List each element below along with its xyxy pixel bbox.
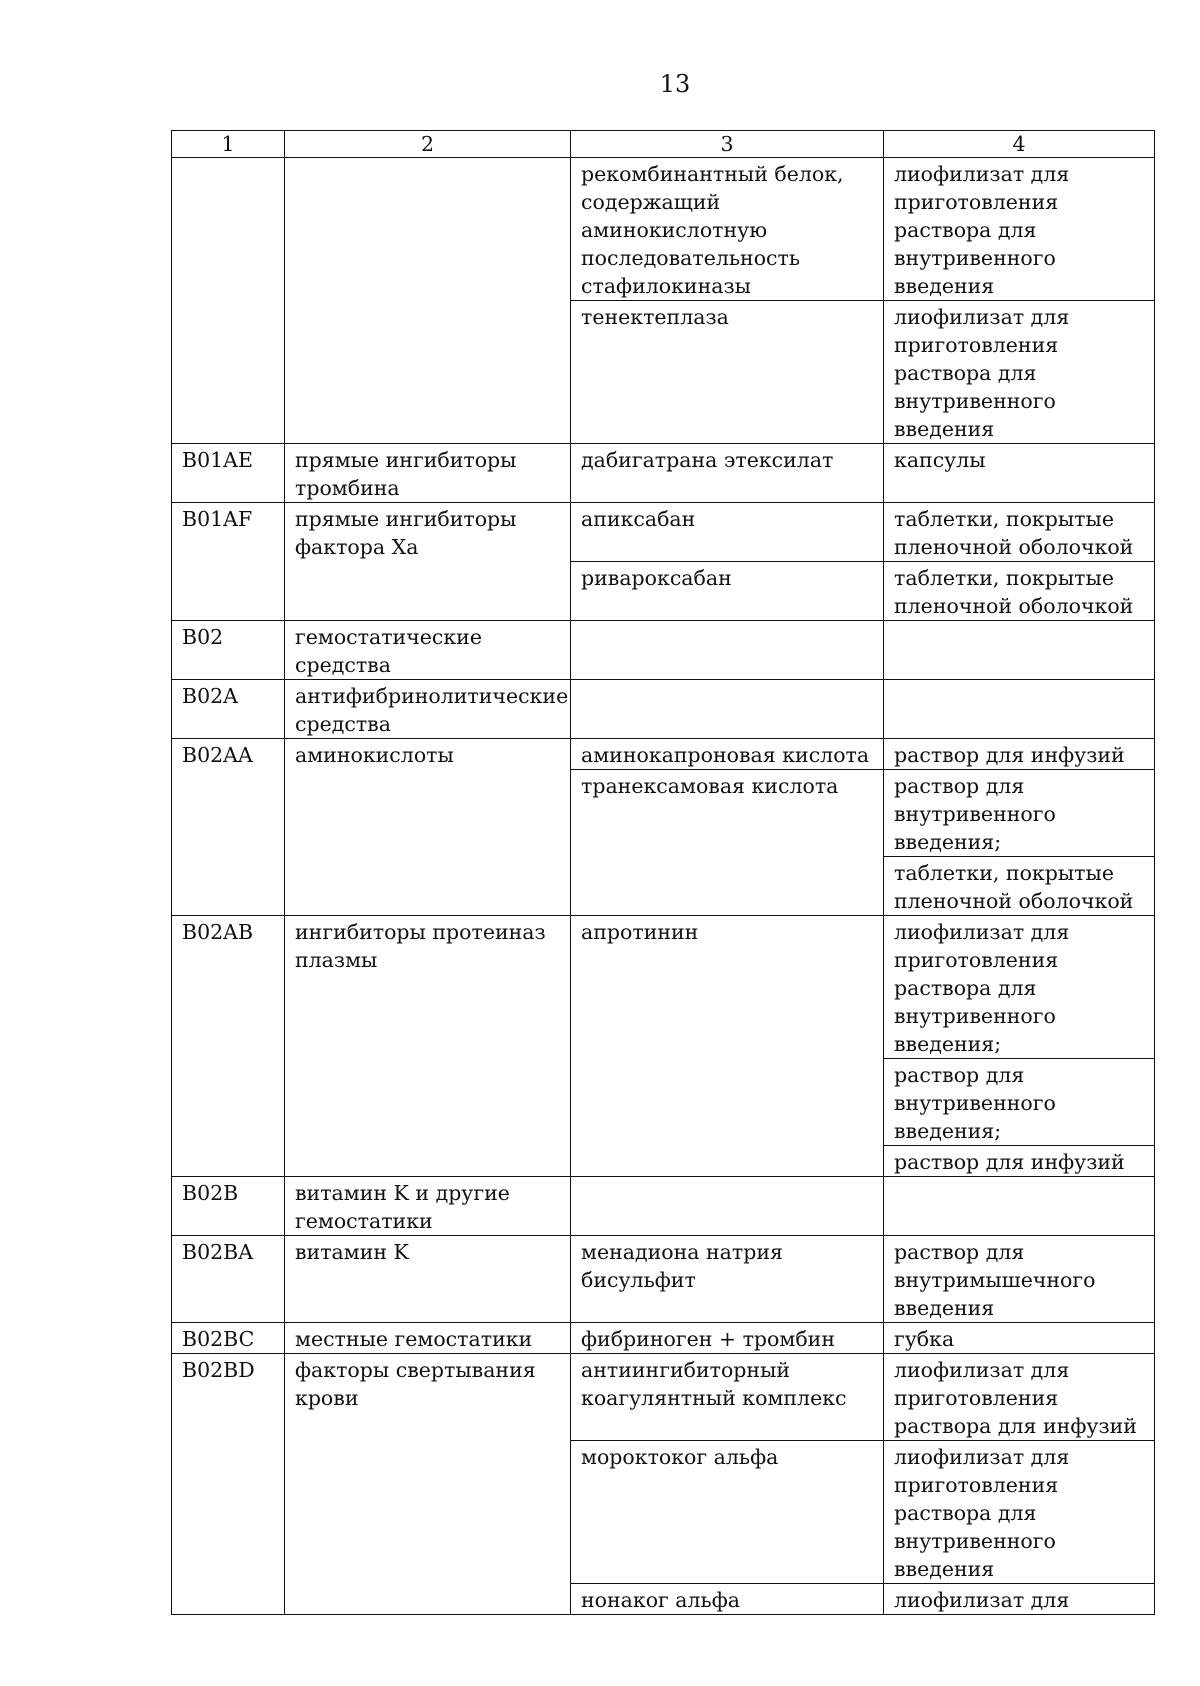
form-cell <box>884 621 1155 680</box>
substance-cell: ривароксабан <box>571 562 884 621</box>
substance-cell <box>571 857 884 916</box>
table-row <box>172 1584 1155 1615</box>
form-cell: лиофилизат для приготовления раствора для инфузий <box>884 1354 1155 1441</box>
table-row <box>172 562 1155 621</box>
substance-cell: менадиона натрия бисульфит <box>571 1236 884 1323</box>
group-cell: факторы свертывания крови <box>285 1354 571 1441</box>
drug-table <box>171 130 1155 1615</box>
table-row <box>172 444 1155 503</box>
table-row <box>172 1177 1155 1236</box>
group-cell: антифибринолитические средства <box>285 680 571 739</box>
group-cell <box>285 562 571 621</box>
atc-code-cell: B02BA <box>172 1236 285 1323</box>
form-cell: лиофилизат для <box>884 1584 1155 1615</box>
group-cell: ингибиторы протеиназ плазмы <box>285 916 571 1059</box>
group-cell: гемостатические средства <box>285 621 571 680</box>
form-cell: губка <box>884 1323 1155 1354</box>
atc-code-cell <box>172 1146 285 1177</box>
group-cell <box>285 1059 571 1146</box>
group-cell: витамин K <box>285 1236 571 1323</box>
substance-cell: апиксабан <box>571 503 884 562</box>
table-row <box>172 680 1155 739</box>
form-cell: раствор для внутримышечного введения <box>884 1236 1155 1323</box>
form-cell: капсулы <box>884 444 1155 503</box>
atc-code-cell: B02BC <box>172 1323 285 1354</box>
form-cell: лиофилизат для приготовления раствора для внутривенного введения; <box>884 916 1155 1059</box>
table-row <box>172 301 1155 444</box>
form-cell: лиофилизат для приготовления раствора для внутривенного введения <box>884 301 1155 444</box>
atc-code-cell: B02AB <box>172 916 285 1059</box>
group-cell <box>285 158 571 301</box>
table-row <box>172 158 1155 301</box>
form-cell: раствор для внутривенного введения; <box>884 1059 1155 1146</box>
substance-cell: рекомбинантный белок, содержащий аминокислотную последовательность стафилокиназы <box>571 158 884 301</box>
substance-cell <box>571 621 884 680</box>
atc-code-cell: B02BD <box>172 1354 285 1441</box>
form-cell: таблетки, покрытые пленочной оболочкой <box>884 503 1155 562</box>
form-cell <box>884 1177 1155 1236</box>
atc-code-cell <box>172 770 285 857</box>
substance-cell: нонаког альфа <box>571 1584 884 1615</box>
form-cell: раствор для внутривенного введения; <box>884 770 1155 857</box>
atc-code-cell <box>172 1584 285 1615</box>
atc-code-cell <box>172 1059 285 1146</box>
table-row <box>172 1354 1155 1441</box>
table-row <box>172 857 1155 916</box>
atc-code-cell <box>172 301 285 444</box>
form-cell: лиофилизат для приготовления раствора для внутривенного введения <box>884 158 1155 301</box>
form-cell <box>884 680 1155 739</box>
table-header-row <box>172 131 1155 158</box>
substance-cell: дабигатрана этексилат <box>571 444 884 503</box>
table-row <box>172 503 1155 562</box>
table-row <box>172 916 1155 1059</box>
form-cell: раствор для инфузий <box>884 739 1155 770</box>
form-cell: таблетки, покрытые пленочной оболочкой <box>884 857 1155 916</box>
group-cell <box>285 1584 571 1615</box>
substance-cell: фибриноген + тромбин <box>571 1323 884 1354</box>
group-cell <box>285 1146 571 1177</box>
substance-cell: мороктоког альфа <box>571 1441 884 1584</box>
group-cell <box>285 1441 571 1584</box>
table-row <box>172 621 1155 680</box>
group-cell: витамин K и другие гемостатики <box>285 1177 571 1236</box>
substance-cell: апротинин <box>571 916 884 1059</box>
atc-code-cell <box>172 857 285 916</box>
group-cell <box>285 770 571 857</box>
table-row <box>172 1323 1155 1354</box>
substance-cell <box>571 1146 884 1177</box>
atc-code-cell: B02B <box>172 1177 285 1236</box>
atc-code-cell: B02 <box>172 621 285 680</box>
substance-cell <box>571 1059 884 1146</box>
atc-code-cell <box>172 158 285 301</box>
atc-code-cell: B02A <box>172 680 285 739</box>
substance-cell: аминокапроновая кислота <box>571 739 884 770</box>
column-header: 4 <box>884 131 1155 158</box>
substance-cell <box>571 680 884 739</box>
atc-code-cell <box>172 1441 285 1584</box>
form-cell: раствор для инфузий <box>884 1146 1155 1177</box>
substance-cell: антиингибиторный коагулянтный комплекс <box>571 1354 884 1441</box>
column-header: 2 <box>285 131 571 158</box>
form-cell: лиофилизат для приготовления раствора для внутривенного введения <box>884 1441 1155 1584</box>
table-row <box>172 739 1155 770</box>
group-cell <box>285 301 571 444</box>
substance-cell: транексамовая кислота <box>571 770 884 857</box>
group-cell <box>285 857 571 916</box>
substance-cell: тенектеплаза <box>571 301 884 444</box>
substance-cell <box>571 1177 884 1236</box>
table-row <box>172 770 1155 857</box>
table-row <box>172 1236 1155 1323</box>
table-row <box>172 1059 1155 1146</box>
form-cell: таблетки, покрытые пленочной оболочкой <box>884 562 1155 621</box>
table-row <box>172 1441 1155 1584</box>
column-header: 1 <box>172 131 285 158</box>
table-row <box>172 1146 1155 1177</box>
atc-code-cell <box>172 562 285 621</box>
atc-code-cell: B01AF <box>172 503 285 562</box>
column-header: 3 <box>571 131 884 158</box>
page-number: 13 <box>659 70 691 98</box>
group-cell: прямые ингибиторы фактора Xa <box>285 503 571 562</box>
atc-code-cell: B02AA <box>172 739 285 770</box>
group-cell: аминокислоты <box>285 739 571 770</box>
group-cell: прямые ингибиторы тромбина <box>285 444 571 503</box>
group-cell: местные гемостатики <box>285 1323 571 1354</box>
atc-code-cell: B01AE <box>172 444 285 503</box>
